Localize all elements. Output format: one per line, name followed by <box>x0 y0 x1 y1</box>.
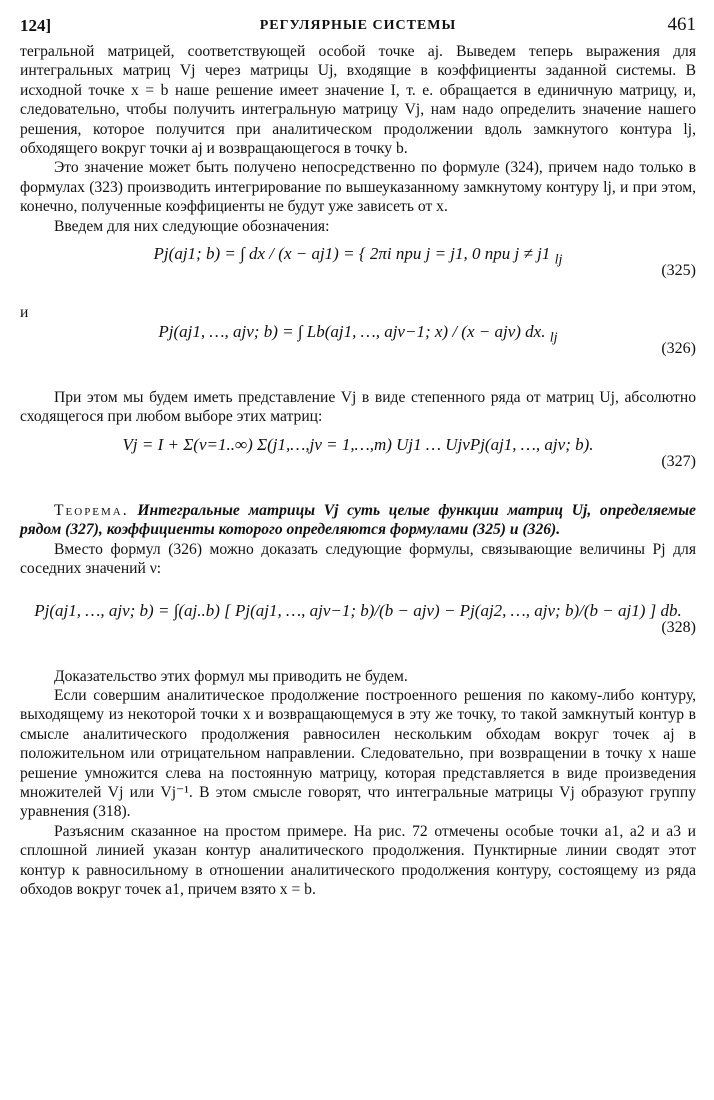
formula-326-lhs: Pj(aj1, …, ajν; b) <box>158 322 278 342</box>
paragraph-5: Вместо формул (326) можно доказать следующие формулы, связывающие величины Pj для соседних значений ν: <box>20 540 696 578</box>
running-header <box>20 12 696 42</box>
paragraph-8: Разъясним сказанное на простом примере. На рис. 72 отмечены особые точки a1, a2 и a3 и сплошной линией указан контур аналитического продолжения. Пунктирные линии сводят этот контур к равносильному в отношении аналитического продолжения контуру, состоящему из ряда обходов вокруг точек a1, причем взято x = b. <box>20 822 696 898</box>
paragraph-4: При этом мы будем иметь представление Vj в виде степенного ряда от матриц Uj, абсолютно сходящегося при любом выборе этих матриц: <box>20 389 696 426</box>
formula-327-lhs: Vj <box>122 434 138 454</box>
theorem-head: Теорема. <box>54 501 129 519</box>
formula-327-body: = I + Σ(ν=1..∞) Σ(j1,…,jν = 1,…,m) Uj1 … UjνPj(aj1, …, ajν; b). <box>141 434 594 454</box>
formula-327-number: (327) <box>661 452 696 470</box>
formula-325-contour: lj <box>554 251 563 268</box>
theorem-body: Интегральные матрицы Vj суть целые функции матриц Uj, определяемые рядом (327), коэффициенты которого определяются формулами (325) и (326). <box>20 501 696 539</box>
page <box>20 12 696 899</box>
formula-328: Pj(aj1, …, ajν; b) = ∫(aj..b) [ Pj(aj1, …, ajν−1; b)/(b − ajν) − Pj(aj2, …, ajν; b)/(b − aj1) ] db. (328) <box>34 600 696 636</box>
paragraph-1: тегральной матрицей, соответствующей особой точке aj. Выведем теперь выражения для интегральных матриц Vj через матрицы Uj, входящие в коэффициенты заданной системы. В исходной точке x = b наше решение имеет значение I, т. е. обращается в единичную матрицу, и, следовательно, чтобы получить интегральную матрицу Vj, нам надо определить значение нашего решения, которое получится при аналитическом продолжении вдоль замкнутого контура lj, обходящего вокруг точки aj и возвращающегося в точку b. <box>20 43 696 158</box>
running-title: РЕГУЛЯРНЫЕ СИСТЕМЫ <box>259 18 457 33</box>
formula-325: Pj(aj1; b) = ∫ dx / (x − aj1) = { 2πi при j = j1, 0 при j ≠ j1 $_{lj}$ (325) <box>153 244 696 280</box>
formula-325-number: (325) <box>661 262 696 280</box>
page-number: 461 <box>667 14 696 35</box>
formula-325-body: ∫ dx / (x − aj1) = { 2πi при j = j1, 0 при j ≠ j1 <box>240 244 551 264</box>
formula-326-body: ∫ Lb(aj1, …, ajν−1; x) / (x − ajν) dx. <box>297 322 546 342</box>
formula-326-contour: lj <box>549 329 558 346</box>
formula-325-lhs: Pj(aj1; b) <box>153 244 221 264</box>
paragraph-7: Если совершим аналитическое продолжение построенного решения по какому-либо контуру, выходящему из некоторой точки x и возвращающемуся в эту же точку, то такой замкнутый контур в смысле аналитического продолжения равносилен нескольким обходам вокруг точек aj в положительном или отрицательном направлении. Следовательно, при возвращении в точку x наше решение умножится слева на постоянную матрицу, которая представляется в виде произведения множителей Vj или Vj⁻¹. В этом смысле говорят, что интегральные матрицы Vj образуют группу уравнения (318). <box>20 686 696 821</box>
formula-328-lhs: Pj(aj1, …, ajν; b) <box>34 600 154 620</box>
and-word: и <box>20 304 29 322</box>
formula-326: Pj(aj1, …, ajν; b) = ∫ Lb(aj1, …, ajν−1; x) / (x − ajν) dx. $_{lj}$ (326) <box>158 322 696 358</box>
paragraph-2: Это значение может быть получено непосредственно по формуле (324), причем надо только в формулах (323) производить интегрирование по вышеуказанному замкнутому контуру lj, и при этом, конечно, полученные коэффициенты не будут уже зависеть от x. <box>20 159 696 216</box>
formula-328-body: ∫(aj..b) [ Pj(aj1, …, ajν−1; b)/(b − ajν) − Pj(aj2, …, ajν; b)/(b − aj1) ] db. <box>173 600 682 620</box>
paragraph-3: Введем для них следующие обозначения: <box>54 217 330 235</box>
paragraph-6: Доказательство этих формул мы приводить не будем. <box>54 667 408 685</box>
formula-326-number: (326) <box>661 340 696 358</box>
theorem <box>20 501 696 540</box>
formula-328-number: (328) <box>661 618 696 636</box>
formula-327 <box>20 435 696 493</box>
section-number: 124] <box>20 16 52 35</box>
